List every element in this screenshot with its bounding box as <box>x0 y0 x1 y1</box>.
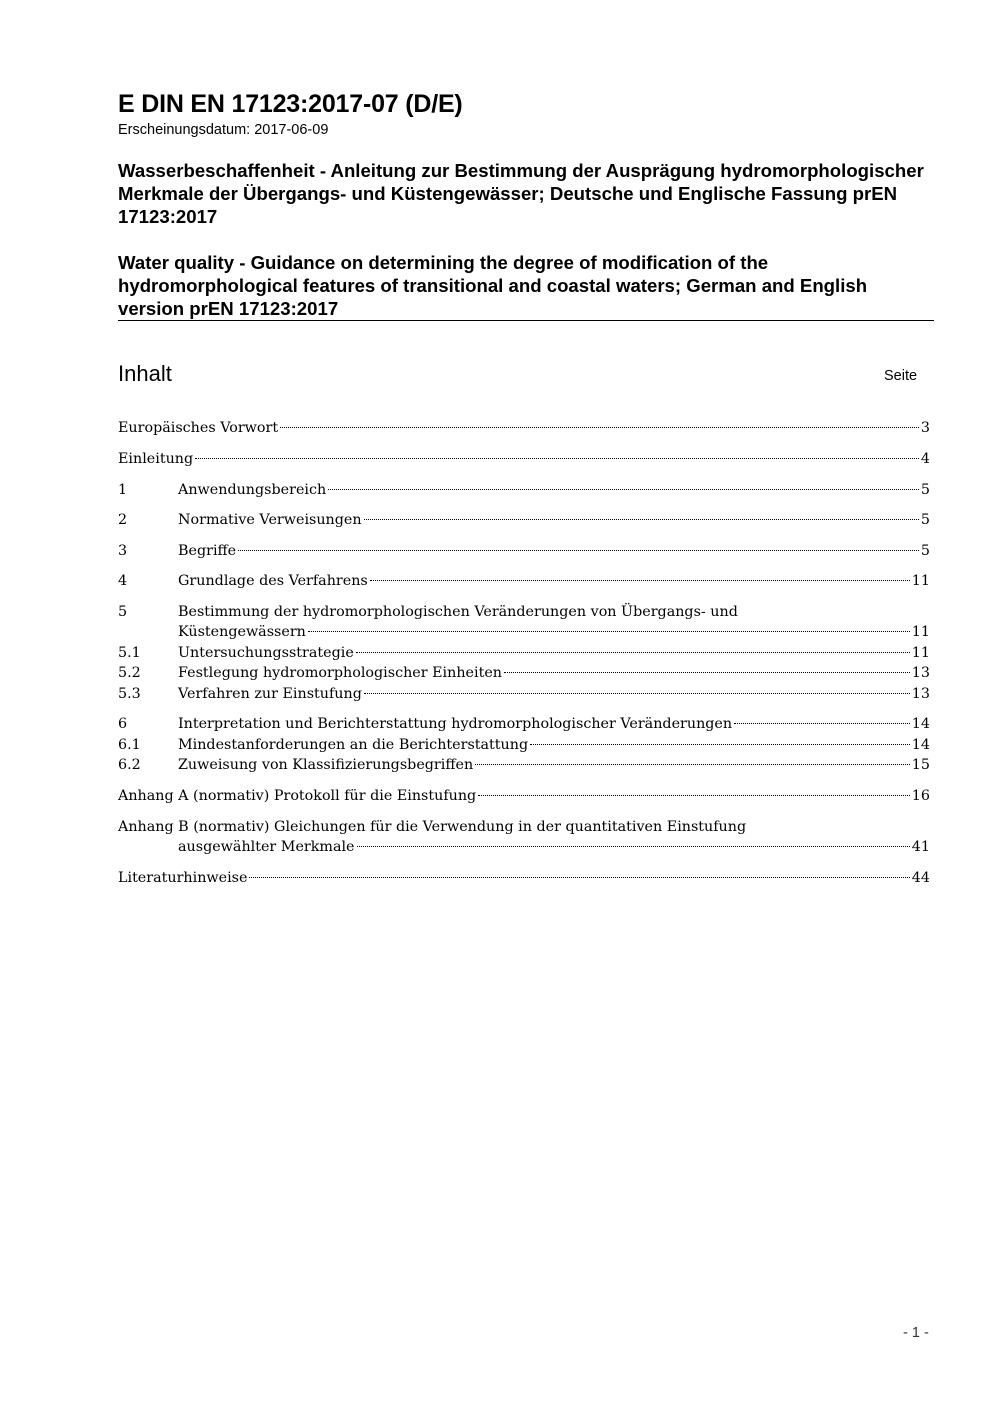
toc-dot-leader <box>364 519 919 520</box>
toc-entry-number: 6 <box>118 716 128 732</box>
toc-entry-title: Europäisches Vorwort <box>118 420 279 436</box>
toc-entry-title: Einleitung <box>118 451 194 467</box>
toc-entry-number: 4 <box>118 573 128 589</box>
toc-entry-page: 11 <box>911 624 930 640</box>
toc-entry-page: 15 <box>911 757 930 773</box>
toc-entry-page: 5 <box>920 543 930 559</box>
toc-entry-number: 2 <box>118 512 128 528</box>
toc-dot-leader <box>308 631 910 632</box>
toc-entry-title: Festlegung hydromorphologischer Einheiten <box>178 665 502 681</box>
toc-entry[interactable] <box>118 480 930 500</box>
toc-entry-page: 44 <box>911 870 930 886</box>
toc-entry[interactable] <box>118 571 930 591</box>
toc-dot-leader <box>356 652 910 653</box>
toc-entry[interactable] <box>118 510 930 530</box>
toc-dot-leader <box>364 693 910 694</box>
toc-entry-page: 5 <box>920 512 930 528</box>
toc-entry-number: 5.2 <box>118 665 141 681</box>
toc-entry-first-line <box>118 602 930 622</box>
toc-entry[interactable] <box>118 622 930 642</box>
toc-entry-title: Begriffe <box>178 543 237 559</box>
toc-entry-number: 6.2 <box>118 757 141 773</box>
toc-entry-page: 16 <box>911 788 930 804</box>
toc-entry[interactable] <box>118 868 930 888</box>
toc-entry[interactable] <box>118 449 930 469</box>
toc-entry-title: Literaturhinweise <box>118 870 248 886</box>
toc-entry[interactable] <box>118 735 930 755</box>
toc-entry-title-line: Bestimmung der hydromorphologischen Veränderungen von Übergangs- und <box>178 604 738 620</box>
toc-entry-title: Grundlage des Verfahrens <box>178 573 368 589</box>
toc-page-column-label: Seite <box>884 368 918 384</box>
toc-heading: Inhalt <box>118 361 172 386</box>
toc-entry-title: Interpretation und Berichterstattung hydromorphologischer Veränderungen <box>178 716 733 732</box>
toc-entry-page: 41 <box>911 839 930 855</box>
toc-dot-leader <box>478 795 910 796</box>
toc-dot-leader <box>328 489 919 490</box>
toc-dot-leader <box>734 723 910 724</box>
toc-dot-leader <box>249 877 909 878</box>
toc-entry[interactable] <box>118 663 930 683</box>
toc-entry-number: 5 <box>118 604 128 620</box>
toc-entry-number: 1 <box>118 482 128 498</box>
toc-entry-first-line <box>118 817 930 837</box>
toc-entry[interactable] <box>118 786 930 806</box>
toc-entry-title: Untersuchungsstrategie <box>178 645 354 661</box>
toc-entry-title: Mindestanforderungen an die Berichterstattung <box>178 737 529 753</box>
toc-dot-leader <box>238 550 919 551</box>
toc-dot-leader <box>504 672 910 673</box>
toc-entry-page: 3 <box>920 420 930 436</box>
toc-entry-number: 5.3 <box>118 686 141 702</box>
toc-entry-title: ausgewählter Merkmale <box>178 839 355 855</box>
toc-entry[interactable] <box>118 755 930 775</box>
toc-entry-title-line: Anhang B (normativ) Gleichungen für die Verwendung in der quantitativen Einstufung <box>118 819 747 835</box>
toc-entry-title: Anhang A (normativ) Protokoll für die Einstufung <box>118 788 477 804</box>
toc-entry-page: 13 <box>911 665 930 681</box>
title-divider <box>118 320 934 321</box>
toc-entry[interactable] <box>118 418 930 438</box>
toc-entry[interactable] <box>118 837 930 857</box>
toc-entry-title: Zuweisung von Klassifizierungsbegriffen <box>178 757 474 773</box>
toc-entry-page: 13 <box>911 686 930 702</box>
toc-dot-leader <box>357 846 910 847</box>
toc-entry[interactable] <box>118 684 930 704</box>
toc-entry-number: 5.1 <box>118 645 141 661</box>
toc-entry[interactable] <box>118 714 930 734</box>
toc-entry[interactable] <box>118 643 930 663</box>
publication-date: Erscheinungsdatum: 2017-06-09 <box>118 122 329 138</box>
toc-entry-page: 14 <box>911 716 930 732</box>
toc-entry-number: 6.1 <box>118 737 141 753</box>
english-title: Water quality - Guidance on determining the degree of modification of the hydromorphological features of transitional and coastal waters; German and English version prEN 17123:2017 <box>118 252 868 319</box>
toc-dot-leader <box>195 458 919 459</box>
toc-entry-title: Normative Verweisungen <box>178 512 362 528</box>
toc-dot-leader <box>280 427 919 428</box>
toc-entry-page: 11 <box>911 645 930 661</box>
toc-entry-page: 14 <box>911 737 930 753</box>
toc-dot-leader <box>530 744 910 745</box>
toc-entry-page: 5 <box>920 482 930 498</box>
toc-entry[interactable] <box>118 541 930 561</box>
toc-entry-page: 11 <box>911 573 930 589</box>
toc-entry-title: Verfahren zur Einstufung <box>178 686 362 702</box>
german-title: Wasserbeschaffenheit - Anleitung zur Bestimmung der Ausprägung hydromorphologischer Merkmale der Übergangs- und Küstengewässer; Deutsche und Englische Fassung prEN 17123:2017 <box>118 160 924 227</box>
toc-entry-number: 3 <box>118 543 128 559</box>
page-number: - 1 - <box>903 1325 929 1341</box>
toc-entry-title: Küstengewässern <box>178 624 306 640</box>
toc-dot-leader <box>475 764 910 765</box>
toc-entry-page: 4 <box>920 451 930 467</box>
toc-entry-title: Anwendungsbereich <box>178 482 327 498</box>
document-number: E DIN EN 17123:2017-07 (D/E) <box>118 90 463 118</box>
toc-dot-leader <box>370 580 910 581</box>
